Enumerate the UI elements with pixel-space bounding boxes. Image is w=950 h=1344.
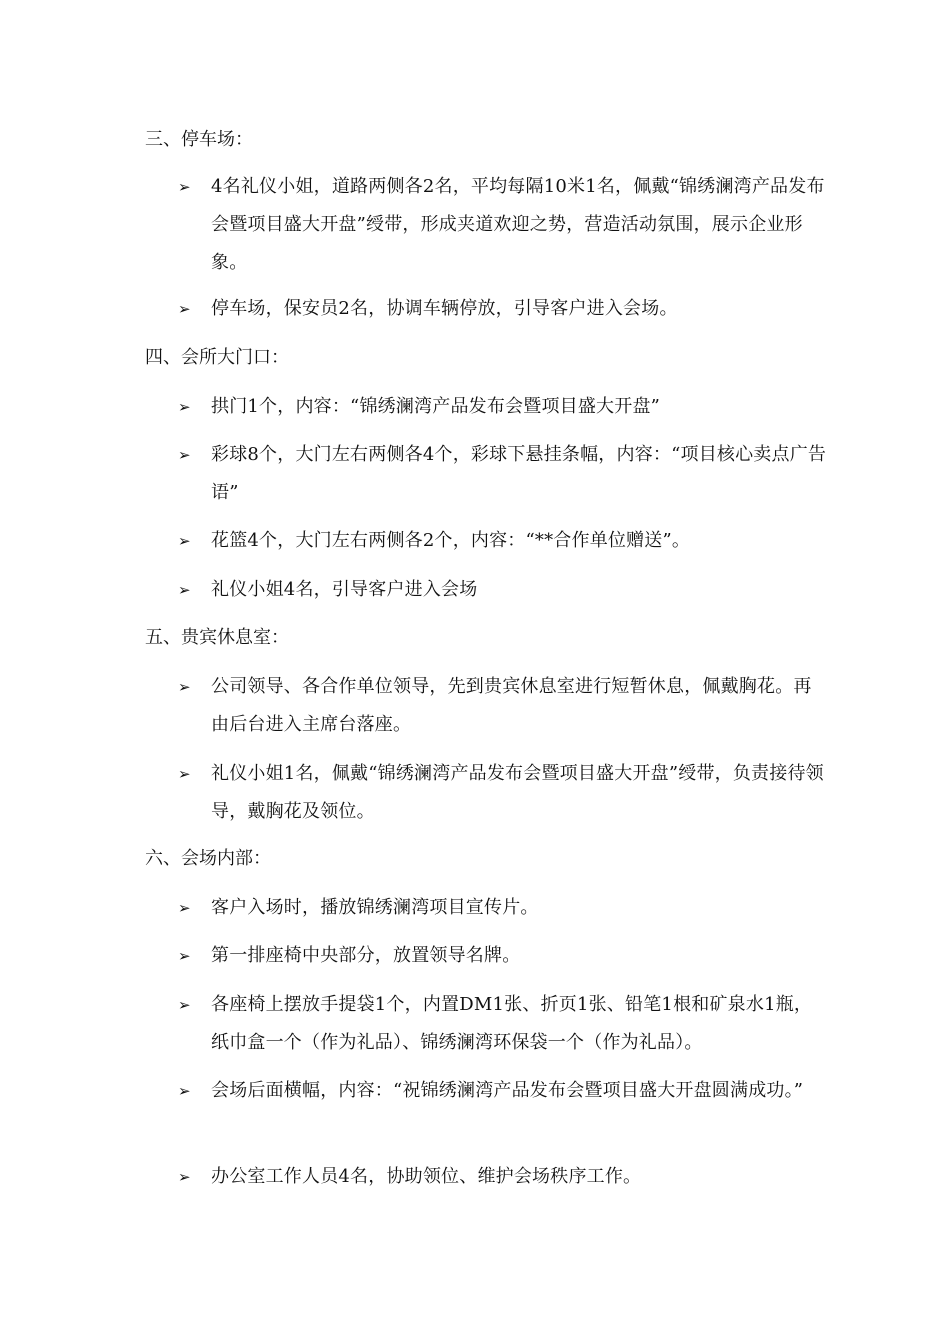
list-item-text: 第一排座椅中央部分，放置领导名牌。 xyxy=(211,945,521,966)
arrow-bullet-icon: ➢ xyxy=(178,532,191,550)
list-item xyxy=(178,1165,828,1196)
list-item-text: 公司领导、各合作单位领导，先到贵宾休息室进行短暂休息，佩戴胸花。再由后台进入主席台落座。 xyxy=(211,676,812,735)
arrow-bullet-icon: ➢ xyxy=(178,1082,191,1100)
list-item-text: 彩球8个，大门左右两侧各4个，彩球下悬挂条幅，内容：“项目核心卖点广告语” xyxy=(211,444,827,503)
list-item xyxy=(178,944,828,975)
list-item-text: 办公室工作人员4名，协助领位、维护会场秩序工作。 xyxy=(211,1166,642,1187)
list-item xyxy=(178,529,828,560)
section-heading-venue-interior: 六、会场内部： xyxy=(145,848,271,869)
list-item-text: 4名礼仪小姐，道路两侧各2名，平均每隔10米1名，佩戴“锦绣澜湾产品发布会暨项目盛大开盘”绶带，形成夹道欢迎之势，营造活动氛围，展示企业形象。 xyxy=(211,176,825,273)
arrow-bullet-icon: ➢ xyxy=(178,947,191,965)
section-heading-clubhouse-gate: 四、会所大门口： xyxy=(145,347,289,368)
list-item-text: 拱门1个，内容：“锦绣澜湾产品发布会暨项目盛大开盘” xyxy=(211,396,661,417)
section-heading-parking: 三、停车场： xyxy=(145,129,253,150)
list-item-text: 停车场，保安员2名，协调车辆停放，引导客户进入会场。 xyxy=(211,298,678,319)
list-item xyxy=(178,762,828,831)
list-item-text: 会场后面横幅，内容：“祝锦绣澜湾产品发布会暨项目盛大开盘圆满成功。” xyxy=(211,1080,804,1101)
list-item xyxy=(178,993,828,1062)
arrow-bullet-icon: ➢ xyxy=(178,398,191,416)
arrow-bullet-icon: ➢ xyxy=(178,446,191,464)
list-item-text: 礼仪小姐1名，佩戴“锦绣澜湾产品发布会暨项目盛大开盘”绶带，负责接待领导，戴胸花及领位。 xyxy=(211,763,824,822)
section-heading-vip-lounge: 五、贵宾休息室： xyxy=(145,627,289,648)
list-item xyxy=(178,395,828,426)
list-item xyxy=(178,1079,828,1110)
list-item-text: 各座椅上摆放手提袋1个，内置DM1张、折页1张、铅笔1根和矿泉水1瓶，纸巾盒一个（作为礼品）、锦绣澜湾环保袋一个（作为礼品）。 xyxy=(211,994,813,1053)
list-item-text: 礼仪小姐4名，引导客户进入会场 xyxy=(211,579,478,600)
arrow-bullet-icon: ➢ xyxy=(178,300,191,318)
arrow-bullet-icon: ➢ xyxy=(178,899,191,917)
list-item xyxy=(178,896,828,927)
list-item xyxy=(178,443,828,512)
arrow-bullet-icon: ➢ xyxy=(178,678,191,696)
list-item xyxy=(178,675,828,744)
list-item-text: 花篮4个，大门左右两侧各2个，内容：“**合作单位赠送”。 xyxy=(211,530,691,551)
list-item xyxy=(178,297,828,328)
list-item-text: 客户入场时，播放锦绣澜湾项目宣传片。 xyxy=(211,897,539,918)
list-item xyxy=(178,175,828,282)
arrow-bullet-icon: ➢ xyxy=(178,996,191,1014)
arrow-bullet-icon: ➢ xyxy=(178,1168,191,1186)
list-item xyxy=(178,578,828,609)
arrow-bullet-icon: ➢ xyxy=(178,765,191,783)
arrow-bullet-icon: ➢ xyxy=(178,581,191,599)
arrow-bullet-icon: ➢ xyxy=(178,178,191,196)
